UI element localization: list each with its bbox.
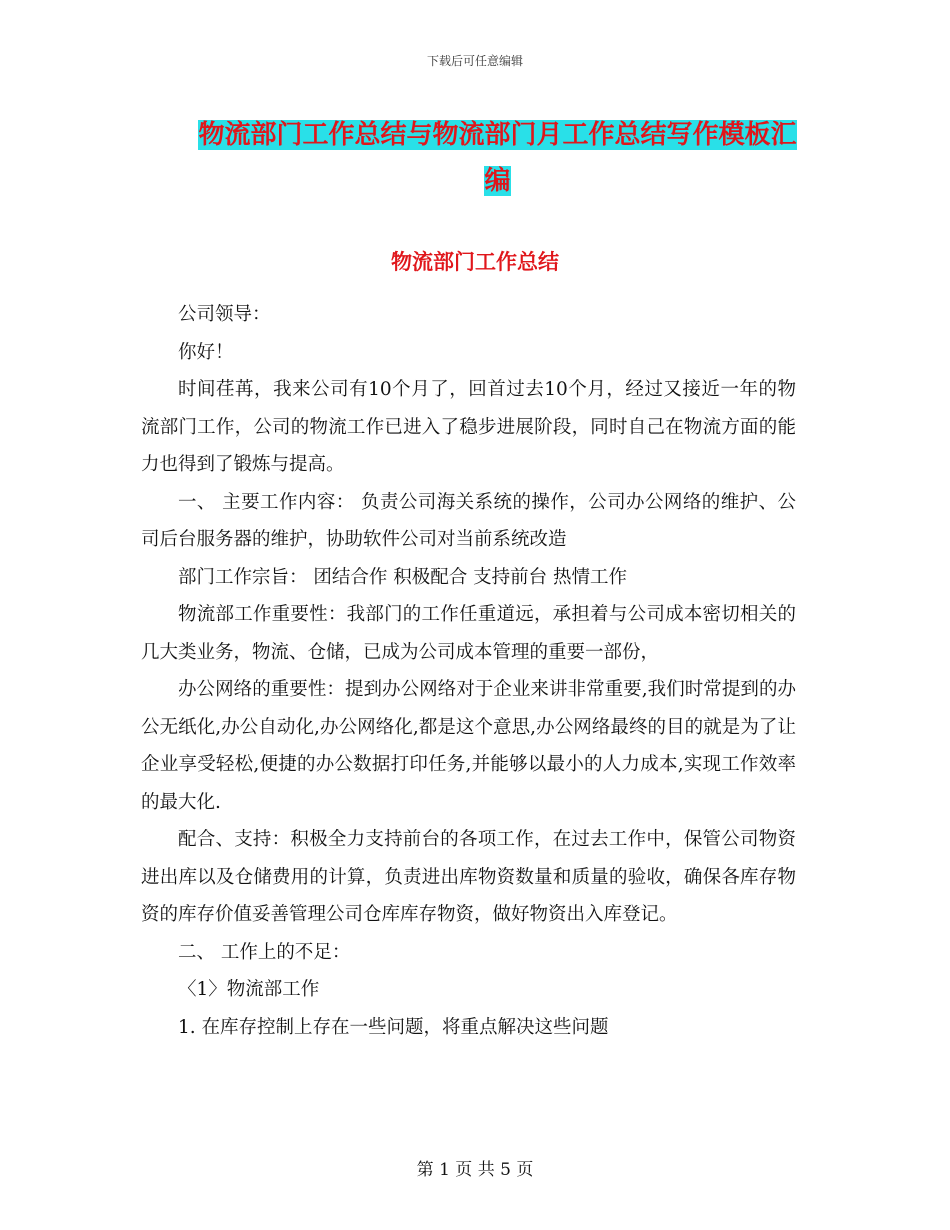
paragraph-logistics-importance: 物流部工作重要性：我部门的工作任重道远，承担着与公司成本密切相关的几大类业务，物流、仓储，已成为公司成本管理的重要一部份， xyxy=(141,604,796,663)
paragraph-department-purpose: 部门工作宗旨： 团结合作 积极配合 支持前台 热情工作 xyxy=(178,566,628,588)
document-body xyxy=(141,296,796,1046)
paragraph-network-importance: 办公网络的重要性：提到办公网络对于企业来讲非常重要,我们时常提到的办公无纸化,办公自动化,办公网络化,都是这个意思,办公网络最终的目的就是为了让企业享受轻松,便捷的办公数据打印任务,并能够以最小的人力成本,实现工作效率的最大化. xyxy=(141,679,796,813)
paragraph-support: 配合、支持：积极全力支持前台的各项工作，在过去工作中，保管公司物资进出库以及仓储费用的计算，负责进出库物资数量和质量的验收，确保各库存物资的库存价值妥善管理公司仓库库存物资，做好物资出入库登记。 xyxy=(141,829,796,925)
paragraph-inventory-issue: 1. 在库存控制上存在一些问题，将重点解决这些问题 xyxy=(178,1016,609,1038)
paragraph-logistics-work: 〈1〉物流部工作 xyxy=(178,979,320,1000)
page-number: 第 1 页 共 5 页 xyxy=(416,1160,534,1180)
document-title-text: 物流部门工作总结与物流部门月工作总结写作模板汇编 xyxy=(198,120,797,196)
paragraph-main-work: 一、 主要工作内容： 负责公司海关系统的操作，公司办公网络的维护、公司后台服务器的维护，协助软件公司对当前系统改造 xyxy=(141,491,796,550)
paragraph-shortcomings-heading: 二、 工作上的不足： xyxy=(178,941,351,963)
section-title: 物流部门工作总结 xyxy=(391,250,559,274)
page-header-note: 下载后可任意编辑 xyxy=(426,54,523,68)
salutation: 公司领导： xyxy=(178,304,271,325)
paragraph-intro: 时间荏苒，我来公司有10个月了，回首过去10个月，经过又接近一年的物流部门工作，公司的物流工作已进入了稳步进展阶段，同时自己在物流方面的能力也得到了锻炼与提高。 xyxy=(141,379,796,475)
greeting: 你好！ xyxy=(178,341,234,363)
document-title xyxy=(190,112,805,204)
